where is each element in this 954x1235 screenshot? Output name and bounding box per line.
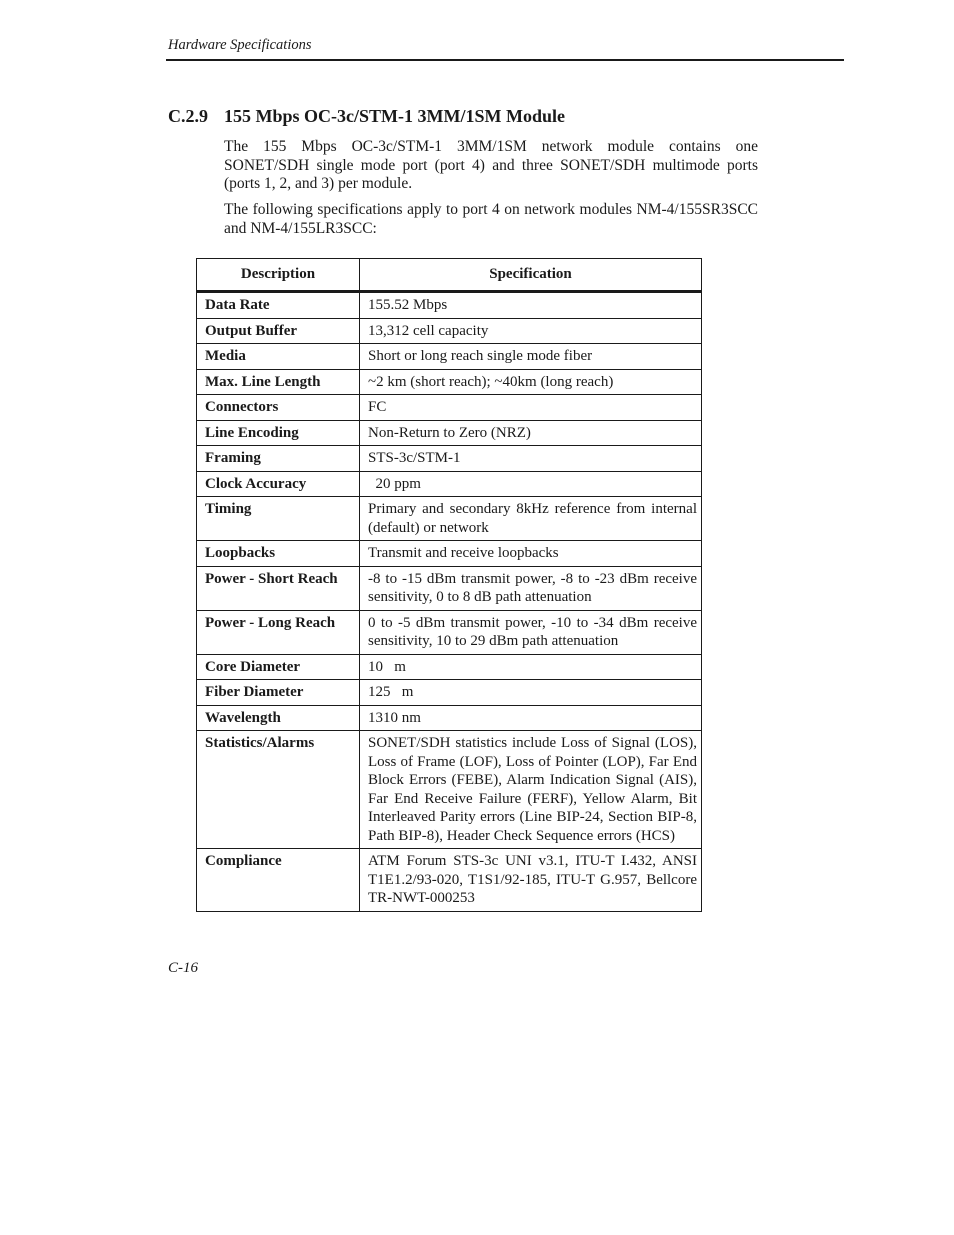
row-description: Timing: [197, 497, 360, 541]
row-specification: 155.52 Mbps: [360, 292, 702, 319]
section-heading: [168, 106, 565, 127]
row-specification: STS-3c/STM-1: [360, 446, 702, 472]
row-specification: 0 to -5 dBm transmit power, -10 to -34 dBm receive sensitivity, 10 to 29 dBm path attenuation: [360, 610, 702, 654]
row-specification: 10 m: [360, 654, 702, 680]
table-row: [197, 344, 702, 370]
header-rule: [166, 59, 844, 61]
row-description: Data Rate: [197, 292, 360, 319]
table-row: [197, 446, 702, 472]
row-description: Max. Line Length: [197, 369, 360, 395]
row-description: Clock Accuracy: [197, 471, 360, 497]
table-row: [197, 705, 702, 731]
row-specification: 125 m: [360, 680, 702, 706]
table-row: [197, 369, 702, 395]
row-description: Wavelength: [197, 705, 360, 731]
running-header: Hardware Specifications: [168, 37, 312, 53]
row-description: Output Buffer: [197, 318, 360, 344]
row-specification: Primary and secondary 8kHz reference from internal (default) or network: [360, 497, 702, 541]
table-row: [197, 610, 702, 654]
specification-table: [196, 258, 702, 912]
row-specification: Transmit and receive loopbacks: [360, 541, 702, 567]
row-specification: ~2 km (short reach); ~40km (long reach): [360, 369, 702, 395]
row-description: Core Diameter: [197, 654, 360, 680]
row-specification: FC: [360, 395, 702, 421]
row-description: Connectors: [197, 395, 360, 421]
table-row: [197, 318, 702, 344]
column-header-description: Description: [197, 259, 360, 292]
table-row: [197, 541, 702, 567]
row-description: Framing: [197, 446, 360, 472]
row-description: Line Encoding: [197, 420, 360, 446]
table-row: [197, 497, 702, 541]
row-description: Statistics/Alarms: [197, 731, 360, 849]
table-row: [197, 420, 702, 446]
row-specification: -8 to -15 dBm transmit power, -8 to -23 dBm receive sensitivity, 0 to 8 dB path attenuation: [360, 566, 702, 610]
table-row: [197, 395, 702, 421]
column-header-specification: Specification: [360, 259, 702, 292]
row-specification: 13,312 cell capacity: [360, 318, 702, 344]
row-specification: ATM Forum STS-3c UNI v3.1, ITU-T I.432, ANSI T1E1.2/93-020, T1S1/92-185, ITU-T G.957, Bellcore TR-NWT-000253: [360, 849, 702, 912]
table-row: [197, 680, 702, 706]
table-header-row: [197, 259, 702, 292]
row-description: Fiber Diameter: [197, 680, 360, 706]
row-description: Power - Short Reach: [197, 566, 360, 610]
row-specification: Non-Return to Zero (NRZ): [360, 420, 702, 446]
section-number: C.2.9: [168, 106, 208, 126]
table-row: [197, 849, 702, 912]
table-row: [197, 731, 702, 849]
row-description: Media: [197, 344, 360, 370]
table-row: [197, 566, 702, 610]
applicability-paragraph: The following specifications apply to port 4 on network modules NM-4/155SR3SCC and NM-4/155LR3SCC:: [224, 201, 758, 237]
row-description: Compliance: [197, 849, 360, 912]
row-description: Loopbacks: [197, 541, 360, 567]
table-row: [197, 471, 702, 497]
row-specification: Short or long reach single mode fiber: [360, 344, 702, 370]
page-number: C-16: [168, 960, 198, 976]
intro-paragraph: The 155 Mbps OC-3c/STM-1 3MM/1SM network module contains one SONET/SDH single mode port (port 4) and three SONET/SDH multimode ports (ports 1, 2, and 3) per module.: [224, 138, 758, 193]
section-title: 155 Mbps OC-3c/STM-1 3MM/1SM Module: [224, 106, 565, 126]
row-description: Power - Long Reach: [197, 610, 360, 654]
table-row: [197, 292, 702, 319]
table-row: [197, 654, 702, 680]
row-specification: SONET/SDH statistics include Loss of Signal (LOS), Loss of Frame (LOF), Loss of Pointer (LOP), Far End Block Errors (FEBE), Alarm Indication Signal (AIS), Far End Receive Failure (FERF), Yellow Alarm, Bit Interleaved Parity errors (Line BIP-24, Section BIP-8, Path BIP-8), Header Check Sequence errors (HCS): [360, 731, 702, 849]
row-specification: 1310 nm: [360, 705, 702, 731]
row-specification: 20 ppm: [360, 471, 702, 497]
